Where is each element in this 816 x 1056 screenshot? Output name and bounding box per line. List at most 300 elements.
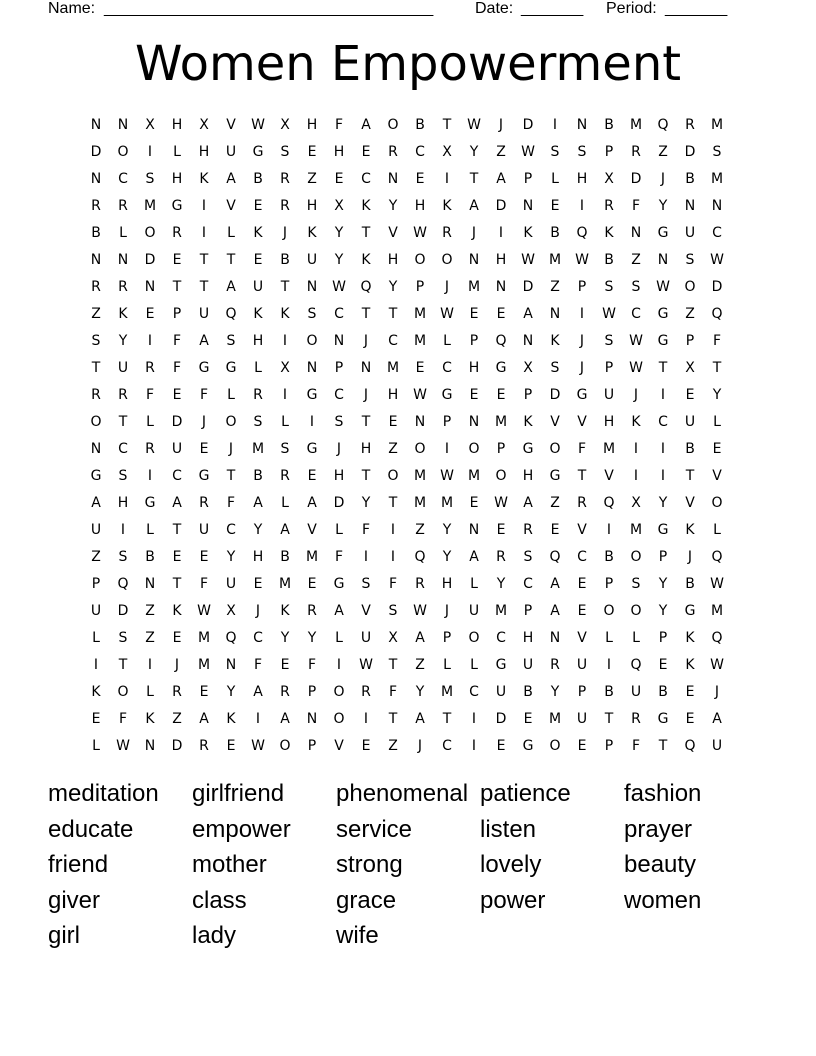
grid-letter[interactable]: A bbox=[253, 495, 263, 511]
grid-letter[interactable]: H bbox=[468, 360, 480, 376]
grid-letter[interactable]: W bbox=[629, 333, 643, 349]
grid-letter[interactable]: C bbox=[361, 171, 371, 187]
grid-letter[interactable]: O bbox=[333, 684, 345, 700]
grid-letter[interactable]: E bbox=[172, 387, 182, 403]
grid-letter[interactable]: I bbox=[606, 657, 612, 673]
grid-letter[interactable]: R bbox=[280, 684, 290, 700]
grid-letter[interactable]: M bbox=[413, 333, 427, 349]
grid-letter[interactable]: C bbox=[334, 387, 344, 403]
grid-letter[interactable]: M bbox=[629, 522, 643, 538]
grid-letter[interactable]: W bbox=[629, 360, 643, 376]
grid-letter[interactable]: I bbox=[120, 522, 126, 538]
grid-letter[interactable]: F bbox=[631, 198, 641, 214]
grid-letter[interactable]: E bbox=[307, 576, 317, 592]
grid-letter[interactable]: V bbox=[577, 414, 587, 430]
grid-letter[interactable]: Y bbox=[307, 630, 317, 646]
grid-letter[interactable]: A bbox=[550, 603, 560, 619]
grid-letter[interactable]: D bbox=[171, 414, 183, 430]
grid-letter[interactable]: U bbox=[522, 657, 534, 673]
grid-letter[interactable]: S bbox=[712, 144, 722, 160]
grid-letter[interactable]: L bbox=[443, 657, 451, 673]
grid-letter[interactable]: S bbox=[280, 441, 290, 457]
grid-letter[interactable]: B bbox=[604, 252, 614, 268]
grid-letter[interactable]: E bbox=[685, 711, 695, 727]
grid-letter[interactable]: Y bbox=[442, 549, 452, 565]
grid-letter[interactable]: A bbox=[280, 522, 290, 538]
date-blank[interactable]: _______ bbox=[521, 0, 584, 17]
grid-letter[interactable]: G bbox=[576, 387, 588, 403]
grid-letter[interactable]: Q bbox=[657, 117, 669, 133]
grid-letter[interactable]: Y bbox=[712, 387, 722, 403]
grid-letter[interactable]: L bbox=[470, 657, 478, 673]
grid-letter[interactable]: Q bbox=[549, 549, 561, 565]
grid-letter[interactable]: U bbox=[90, 522, 102, 538]
grid-letter[interactable]: R bbox=[388, 144, 398, 160]
grid-letter[interactable]: N bbox=[414, 414, 426, 430]
grid-letter[interactable]: M bbox=[467, 279, 481, 295]
grid-letter[interactable]: X bbox=[685, 360, 695, 376]
grid-letter[interactable]: C bbox=[226, 522, 236, 538]
grid-letter[interactable]: U bbox=[90, 603, 102, 619]
grid-letter[interactable]: E bbox=[280, 657, 290, 673]
grid-letter[interactable]: U bbox=[576, 657, 588, 673]
grid-letter[interactable]: Y bbox=[550, 684, 560, 700]
grid-letter[interactable]: K bbox=[361, 252, 371, 268]
grid-letter[interactable]: M bbox=[548, 711, 562, 727]
grid-letter[interactable]: A bbox=[361, 117, 371, 133]
grid-letter[interactable]: P bbox=[604, 144, 614, 160]
grid-letter[interactable]: J bbox=[174, 657, 180, 673]
grid-letter[interactable]: C bbox=[442, 738, 452, 754]
grid-letter[interactable]: X bbox=[280, 117, 290, 133]
grid-letter[interactable]: W bbox=[359, 657, 373, 673]
grid-letter[interactable]: W bbox=[413, 603, 427, 619]
grid-letter[interactable]: T bbox=[658, 360, 668, 376]
grid-letter[interactable]: B bbox=[658, 684, 668, 700]
grid-letter[interactable]: V bbox=[712, 468, 722, 484]
grid-letter[interactable]: P bbox=[658, 549, 668, 565]
grid-letter[interactable]: B bbox=[604, 117, 614, 133]
grid-letter[interactable]: T bbox=[388, 657, 398, 673]
grid-letter[interactable]: T bbox=[604, 711, 614, 727]
grid-letter[interactable]: X bbox=[631, 495, 641, 511]
grid-letter[interactable]: N bbox=[684, 198, 696, 214]
grid-letter[interactable]: I bbox=[390, 549, 396, 565]
grid-letter[interactable]: P bbox=[523, 387, 533, 403]
grid-letter[interactable]: R bbox=[496, 549, 506, 565]
grid-letter[interactable]: A bbox=[496, 171, 506, 187]
grid-letter[interactable]: T bbox=[442, 117, 452, 133]
grid-letter[interactable]: E bbox=[469, 495, 479, 511]
grid-letter[interactable]: B bbox=[415, 117, 425, 133]
grid-letter[interactable]: V bbox=[226, 198, 236, 214]
grid-letter[interactable]: B bbox=[604, 549, 614, 565]
grid-letter[interactable]: J bbox=[336, 441, 342, 457]
grid-letter[interactable]: O bbox=[333, 711, 345, 727]
grid-letter[interactable]: D bbox=[495, 198, 507, 214]
grid-letter[interactable]: Y bbox=[226, 684, 236, 700]
grid-letter[interactable]: H bbox=[306, 198, 318, 214]
grid-letter[interactable]: N bbox=[495, 279, 507, 295]
grid-letter[interactable]: K bbox=[145, 711, 155, 727]
grid-letter[interactable]: Z bbox=[145, 603, 155, 619]
grid-letter[interactable]: W bbox=[710, 657, 724, 673]
grid-letter[interactable]: X bbox=[199, 117, 209, 133]
grid-letter[interactable]: I bbox=[147, 144, 153, 160]
grid-letter[interactable]: R bbox=[253, 387, 263, 403]
grid-letter[interactable]: N bbox=[630, 225, 642, 241]
grid-letter[interactable]: L bbox=[146, 414, 154, 430]
grid-letter[interactable]: D bbox=[171, 738, 183, 754]
grid-letter[interactable]: R bbox=[91, 387, 101, 403]
grid-letter[interactable]: U bbox=[468, 603, 480, 619]
grid-letter[interactable]: Z bbox=[307, 171, 317, 187]
grid-letter[interactable]: E bbox=[658, 657, 668, 673]
grid-letter[interactable]: L bbox=[281, 495, 289, 511]
grid-letter[interactable]: H bbox=[198, 144, 210, 160]
grid-letter[interactable]: K bbox=[280, 306, 290, 322]
grid-letter[interactable]: R bbox=[118, 387, 128, 403]
grid-letter[interactable]: Q bbox=[711, 630, 723, 646]
grid-letter[interactable]: G bbox=[198, 360, 210, 376]
grid-letter[interactable]: E bbox=[469, 306, 479, 322]
grid-letter[interactable]: N bbox=[90, 117, 102, 133]
grid-letter[interactable]: A bbox=[199, 333, 209, 349]
grid-letter[interactable]: Q bbox=[495, 333, 507, 349]
grid-letter[interactable]: X bbox=[226, 603, 236, 619]
grid-letter[interactable]: Y bbox=[334, 252, 344, 268]
grid-letter[interactable]: R bbox=[118, 198, 128, 214]
grid-letter[interactable]: V bbox=[577, 630, 587, 646]
grid-letter[interactable]: L bbox=[92, 630, 100, 646]
grid-letter[interactable]: P bbox=[604, 738, 614, 754]
grid-letter[interactable]: W bbox=[710, 252, 724, 268]
grid-letter[interactable]: P bbox=[442, 630, 452, 646]
grid-letter[interactable]: Q bbox=[576, 225, 588, 241]
grid-letter[interactable]: M bbox=[710, 117, 724, 133]
grid-letter[interactable]: S bbox=[550, 360, 560, 376]
grid-letter[interactable]: S bbox=[118, 630, 128, 646]
grid-letter[interactable]: Z bbox=[91, 549, 101, 565]
grid-letter[interactable]: L bbox=[281, 414, 289, 430]
grid-letter[interactable]: W bbox=[413, 225, 427, 241]
grid-letter[interactable]: S bbox=[631, 576, 641, 592]
grid-letter[interactable]: T bbox=[361, 225, 371, 241]
grid-letter[interactable]: H bbox=[387, 387, 399, 403]
grid-letter[interactable]: T bbox=[118, 657, 128, 673]
grid-letter[interactable]: T bbox=[91, 360, 101, 376]
grid-letter[interactable]: R bbox=[685, 117, 695, 133]
grid-letter[interactable]: A bbox=[550, 576, 560, 592]
grid-letter[interactable]: Z bbox=[91, 306, 101, 322]
grid-letter[interactable]: N bbox=[657, 252, 669, 268]
grid-letter[interactable]: I bbox=[282, 387, 288, 403]
grid-letter[interactable]: T bbox=[199, 252, 209, 268]
grid-letter[interactable]: E bbox=[577, 576, 587, 592]
grid-letter[interactable]: E bbox=[415, 171, 425, 187]
grid-letter[interactable]: G bbox=[90, 468, 102, 484]
grid-letter[interactable]: I bbox=[363, 549, 369, 565]
grid-letter[interactable]: B bbox=[280, 549, 290, 565]
grid-letter[interactable]: U bbox=[495, 684, 507, 700]
grid-letter[interactable]: R bbox=[145, 360, 155, 376]
grid-letter[interactable]: Q bbox=[117, 576, 129, 592]
grid-letter[interactable]: Y bbox=[118, 333, 128, 349]
grid-letter[interactable]: V bbox=[685, 495, 695, 511]
grid-letter[interactable]: Z bbox=[550, 495, 560, 511]
grid-letter[interactable]: S bbox=[334, 414, 344, 430]
grid-letter[interactable]: V bbox=[307, 522, 317, 538]
grid-letter[interactable]: W bbox=[197, 603, 211, 619]
grid-letter[interactable]: E bbox=[145, 306, 155, 322]
grid-letter[interactable]: Z bbox=[415, 657, 425, 673]
grid-letter[interactable]: L bbox=[605, 630, 613, 646]
grid-letter[interactable]: H bbox=[360, 441, 372, 457]
grid-letter[interactable]: U bbox=[171, 441, 183, 457]
grid-letter[interactable]: X bbox=[145, 117, 155, 133]
grid-letter[interactable]: C bbox=[388, 333, 398, 349]
grid-letter[interactable]: Q bbox=[225, 306, 237, 322]
grid-letter[interactable]: X bbox=[523, 360, 533, 376]
grid-letter[interactable]: I bbox=[498, 225, 504, 241]
grid-letter[interactable]: X bbox=[334, 198, 344, 214]
grid-letter[interactable]: V bbox=[604, 468, 614, 484]
grid-letter[interactable]: G bbox=[306, 441, 318, 457]
grid-letter[interactable]: S bbox=[550, 144, 560, 160]
grid-letter[interactable]: Y bbox=[226, 549, 236, 565]
grid-letter[interactable]: M bbox=[305, 549, 319, 565]
grid-letter[interactable]: S bbox=[307, 306, 317, 322]
grid-letter[interactable]: E bbox=[361, 738, 371, 754]
grid-letter[interactable]: D bbox=[90, 144, 102, 160]
grid-letter[interactable]: K bbox=[631, 414, 641, 430]
grid-letter[interactable]: M bbox=[548, 252, 562, 268]
grid-letter[interactable]: P bbox=[469, 333, 479, 349]
grid-letter[interactable]: O bbox=[495, 468, 507, 484]
grid-letter[interactable]: N bbox=[144, 279, 156, 295]
grid-letter[interactable]: G bbox=[252, 144, 264, 160]
grid-letter[interactable]: F bbox=[172, 333, 182, 349]
grid-letter[interactable]: G bbox=[657, 306, 669, 322]
period-blank[interactable]: _______ bbox=[665, 0, 728, 17]
grid-letter[interactable]: O bbox=[225, 414, 237, 430]
grid-letter[interactable]: G bbox=[522, 738, 534, 754]
grid-letter[interactable]: O bbox=[684, 279, 696, 295]
grid-letter[interactable]: W bbox=[440, 468, 454, 484]
grid-letter[interactable]: R bbox=[604, 198, 614, 214]
grid-letter[interactable]: B bbox=[604, 684, 614, 700]
grid-letter[interactable]: G bbox=[684, 603, 696, 619]
grid-letter[interactable]: X bbox=[604, 171, 614, 187]
grid-letter[interactable]: E bbox=[307, 468, 317, 484]
grid-letter[interactable]: P bbox=[172, 306, 182, 322]
grid-letter[interactable]: C bbox=[172, 468, 182, 484]
grid-letter[interactable]: E bbox=[712, 441, 722, 457]
grid-letter[interactable]: T bbox=[388, 711, 398, 727]
grid-letter[interactable]: N bbox=[144, 576, 156, 592]
grid-letter[interactable]: O bbox=[711, 495, 723, 511]
grid-letter[interactable]: T bbox=[388, 306, 398, 322]
grid-letter[interactable]: C bbox=[334, 306, 344, 322]
grid-letter[interactable]: P bbox=[577, 684, 587, 700]
grid-letter[interactable]: R bbox=[280, 468, 290, 484]
grid-letter[interactable]: A bbox=[469, 549, 479, 565]
grid-letter[interactable]: G bbox=[657, 333, 669, 349]
grid-letter[interactable]: D bbox=[522, 279, 534, 295]
grid-letter[interactable]: Q bbox=[684, 738, 696, 754]
grid-letter[interactable]: I bbox=[579, 198, 585, 214]
grid-letter[interactable]: I bbox=[471, 738, 477, 754]
grid-letter[interactable]: J bbox=[633, 387, 639, 403]
grid-letter[interactable]: P bbox=[91, 576, 101, 592]
grid-letter[interactable]: H bbox=[306, 117, 318, 133]
grid-letter[interactable]: Y bbox=[469, 144, 479, 160]
grid-letter[interactable]: E bbox=[496, 387, 506, 403]
grid-letter[interactable]: N bbox=[711, 198, 723, 214]
grid-letter[interactable]: Y bbox=[253, 522, 263, 538]
grid-letter[interactable]: A bbox=[415, 711, 425, 727]
grid-letter[interactable]: M bbox=[413, 468, 427, 484]
grid-letter[interactable]: V bbox=[226, 117, 236, 133]
grid-letter[interactable]: A bbox=[334, 603, 344, 619]
grid-letter[interactable]: J bbox=[363, 387, 369, 403]
grid-letter[interactable]: L bbox=[92, 738, 100, 754]
grid-letter[interactable]: H bbox=[252, 549, 264, 565]
grid-letter[interactable]: L bbox=[632, 630, 640, 646]
grid-letter[interactable]: E bbox=[361, 144, 371, 160]
grid-letter[interactable]: R bbox=[577, 495, 587, 511]
grid-letter[interactable]: Z bbox=[388, 441, 398, 457]
grid-letter[interactable]: E bbox=[199, 549, 209, 565]
grid-letter[interactable]: L bbox=[146, 522, 154, 538]
grid-letter[interactable]: E bbox=[685, 387, 695, 403]
grid-letter[interactable]: Y bbox=[388, 279, 398, 295]
grid-letter[interactable]: Y bbox=[496, 576, 506, 592]
grid-letter[interactable]: Z bbox=[685, 306, 695, 322]
grid-letter[interactable]: O bbox=[630, 603, 642, 619]
grid-letter[interactable]: I bbox=[309, 414, 315, 430]
grid-letter[interactable]: N bbox=[117, 117, 129, 133]
grid-letter[interactable]: Y bbox=[334, 225, 344, 241]
grid-letter[interactable]: N bbox=[306, 279, 318, 295]
grid-letter[interactable]: I bbox=[552, 117, 558, 133]
grid-letter[interactable]: H bbox=[441, 576, 453, 592]
grid-letter[interactable]: C bbox=[496, 630, 506, 646]
grid-letter[interactable]: B bbox=[280, 252, 290, 268]
grid-letter[interactable]: T bbox=[442, 711, 452, 727]
grid-letter[interactable]: W bbox=[440, 306, 454, 322]
grid-letter[interactable]: L bbox=[173, 144, 181, 160]
grid-letter[interactable]: G bbox=[549, 468, 561, 484]
grid-letter[interactable]: A bbox=[91, 495, 101, 511]
grid-letter[interactable]: E bbox=[496, 306, 506, 322]
grid-letter[interactable]: J bbox=[579, 333, 585, 349]
grid-letter[interactable]: D bbox=[549, 387, 561, 403]
grid-letter[interactable]: I bbox=[147, 468, 153, 484]
grid-letter[interactable]: M bbox=[710, 603, 724, 619]
grid-letter[interactable]: U bbox=[198, 306, 210, 322]
grid-letter[interactable]: R bbox=[172, 684, 182, 700]
grid-letter[interactable]: P bbox=[685, 333, 695, 349]
grid-letter[interactable]: S bbox=[631, 279, 641, 295]
grid-letter[interactable]: E bbox=[253, 576, 263, 592]
grid-letter[interactable]: R bbox=[415, 576, 425, 592]
grid-letter[interactable]: F bbox=[307, 657, 317, 673]
grid-letter[interactable]: S bbox=[604, 333, 614, 349]
grid-letter[interactable]: P bbox=[334, 360, 344, 376]
grid-letter[interactable]: G bbox=[198, 468, 210, 484]
grid-letter[interactable]: I bbox=[201, 198, 207, 214]
grid-letter[interactable]: G bbox=[495, 657, 507, 673]
grid-letter[interactable]: I bbox=[147, 333, 153, 349]
grid-letter[interactable]: I bbox=[606, 522, 612, 538]
grid-letter[interactable]: R bbox=[172, 225, 182, 241]
grid-letter[interactable]: N bbox=[468, 522, 480, 538]
grid-letter[interactable]: V bbox=[334, 738, 344, 754]
grid-letter[interactable]: I bbox=[660, 468, 666, 484]
grid-letter[interactable]: B bbox=[685, 171, 695, 187]
grid-letter[interactable]: U bbox=[684, 225, 696, 241]
grid-letter[interactable]: Z bbox=[415, 522, 425, 538]
grid-letter[interactable]: Y bbox=[658, 576, 668, 592]
grid-letter[interactable]: R bbox=[199, 495, 209, 511]
grid-letter[interactable]: E bbox=[172, 252, 182, 268]
grid-letter[interactable]: E bbox=[496, 738, 506, 754]
grid-letter[interactable]: D bbox=[522, 117, 534, 133]
grid-letter[interactable]: J bbox=[498, 117, 504, 133]
grid-letter[interactable]: W bbox=[575, 252, 589, 268]
grid-letter[interactable]: I bbox=[579, 306, 585, 322]
grid-letter[interactable]: I bbox=[255, 711, 261, 727]
grid-letter[interactable]: K bbox=[253, 225, 263, 241]
grid-letter[interactable]: J bbox=[579, 360, 585, 376]
grid-letter[interactable]: W bbox=[602, 306, 616, 322]
grid-letter[interactable]: T bbox=[685, 468, 695, 484]
grid-letter[interactable]: D bbox=[495, 711, 507, 727]
grid-letter[interactable]: J bbox=[363, 333, 369, 349]
grid-letter[interactable]: X bbox=[442, 144, 452, 160]
grid-letter[interactable]: E bbox=[334, 171, 344, 187]
grid-letter[interactable]: J bbox=[282, 225, 288, 241]
grid-letter[interactable]: T bbox=[577, 468, 587, 484]
grid-letter[interactable]: R bbox=[361, 684, 371, 700]
grid-letter[interactable]: C bbox=[118, 171, 128, 187]
grid-letter[interactable]: Q bbox=[225, 630, 237, 646]
grid-letter[interactable]: C bbox=[415, 144, 425, 160]
grid-letter[interactable]: R bbox=[550, 657, 560, 673]
grid-letter[interactable]: D bbox=[630, 171, 642, 187]
grid-letter[interactable]: T bbox=[361, 306, 371, 322]
grid-letter[interactable]: N bbox=[117, 252, 129, 268]
grid-letter[interactable]: A bbox=[523, 306, 533, 322]
grid-letter[interactable]: J bbox=[444, 603, 450, 619]
grid-letter[interactable]: T bbox=[658, 738, 668, 754]
grid-letter[interactable]: J bbox=[228, 441, 234, 457]
grid-letter[interactable]: U bbox=[630, 684, 642, 700]
grid-letter[interactable]: Q bbox=[360, 279, 372, 295]
grid-letter[interactable]: J bbox=[660, 171, 666, 187]
grid-letter[interactable]: C bbox=[469, 684, 479, 700]
grid-letter[interactable]: G bbox=[441, 387, 453, 403]
grid-letter[interactable]: T bbox=[469, 171, 479, 187]
grid-letter[interactable]: Z bbox=[631, 252, 641, 268]
grid-letter[interactable]: S bbox=[118, 549, 128, 565]
grid-letter[interactable]: R bbox=[280, 171, 290, 187]
grid-letter[interactable]: I bbox=[390, 522, 396, 538]
grid-letter[interactable]: O bbox=[468, 630, 480, 646]
grid-letter[interactable]: F bbox=[577, 441, 587, 457]
grid-letter[interactable]: O bbox=[387, 117, 399, 133]
